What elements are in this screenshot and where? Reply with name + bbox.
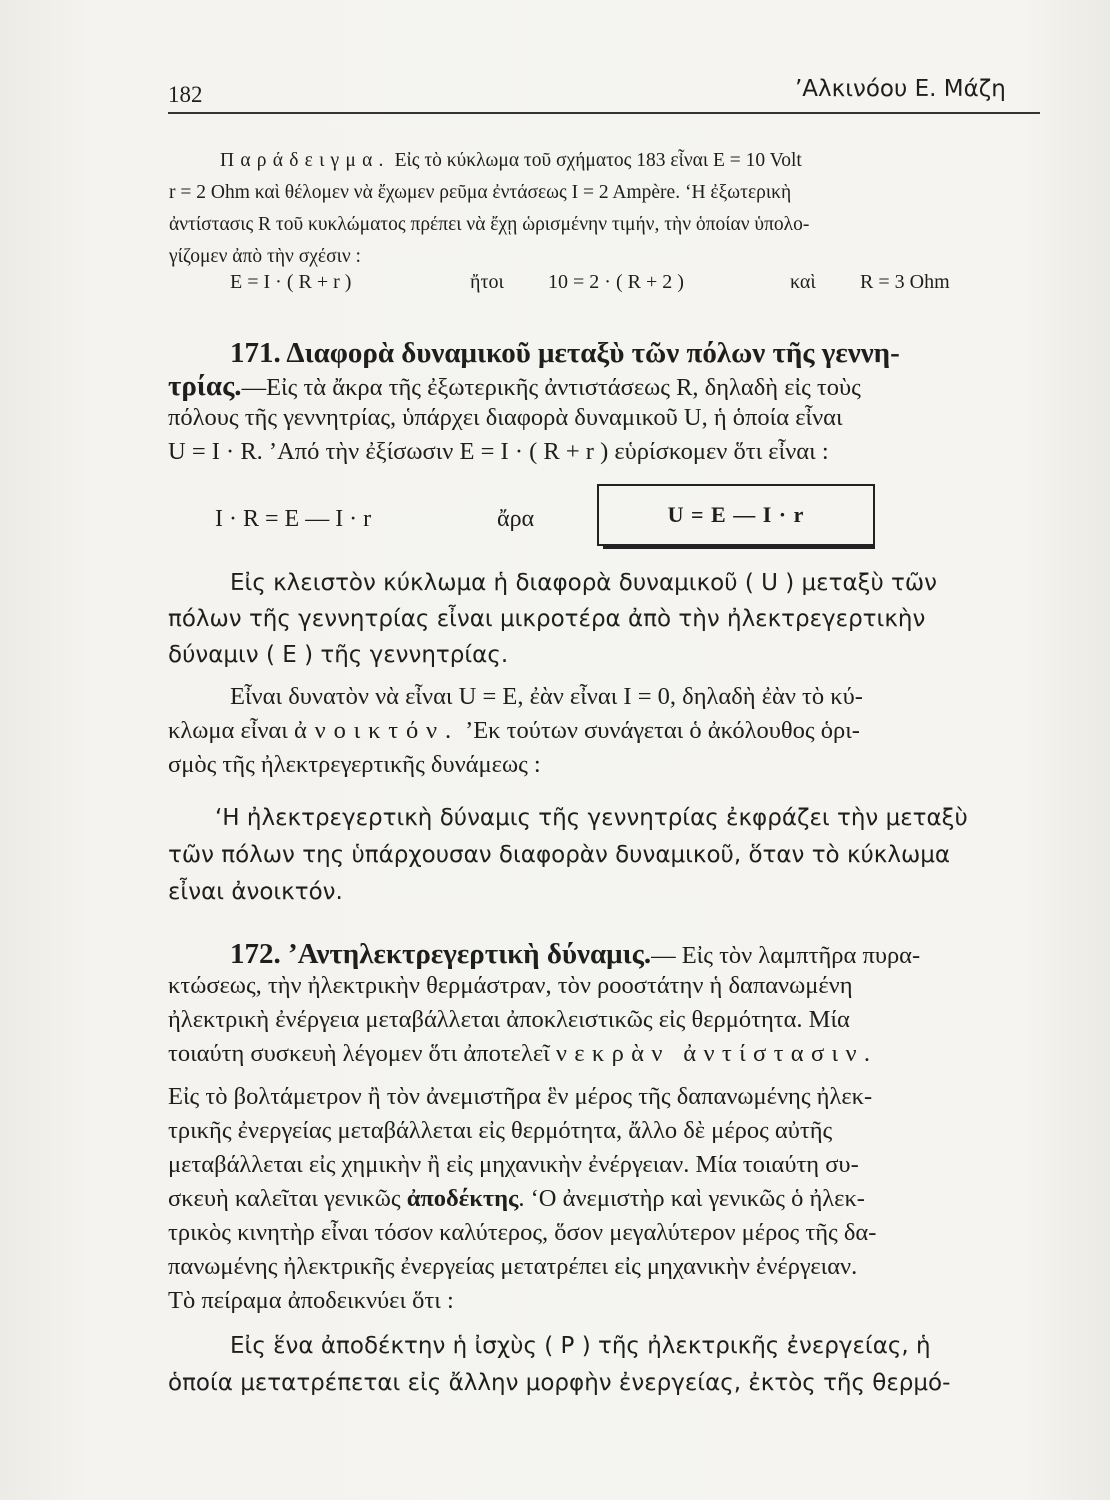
example-line-4: γίζομεν ἀπὸ τὴν σχέσιν : [169,246,361,267]
section-172-line-8 [168,1185,865,1213]
section-172-line-8-a: σκευὴ καλεῖται γενικῶς [168,1185,407,1212]
section-172-line-8-b: . ‘Ο ἀνεμιστὴρ καὶ γενικῶς ὁ ἠλεκ- [518,1185,865,1212]
para2-line-2-a: κλωμα εἶναι [168,717,288,744]
section-172-line-9: τρικὸς κινητὴρ εἶναι τόσον καλύτερος, ὅσον μεγαλύτερον μέρος τῆς δα- [168,1219,877,1246]
section-172-line-1-text: — Εἰς τὸν λαμπτῆρα πυρα- [651,942,921,969]
section-172-line-2: κτώσεως, τὴν ἠλεκτρικὴν θερμάστραν, τὸν ροοστάτην ἡ δαπανωμένη [168,972,853,999]
section-172-line-11: Τὸ πείραμα ἀποδεικνύει ὅτι : [168,1287,454,1314]
section-172-line-4-a: τοιαύτη συσκευὴ λέγομεν ὅτι ἀποτελεῖ [168,1040,556,1067]
section-172-line-7: μεταβάλλεται εἰς χημικὴν ἢ εἰς μηχανικὴν ἐνέργειαν. Μία τοιαύτη συ- [168,1151,859,1178]
eq-word: ἤτοι [470,271,504,293]
definition-1-line-2: τῶν πόλων της ὑπάρχουσαν διαφορὰν δυναμικοῦ, ὅταν τὸ κύκλωμα [168,842,951,868]
para2-line-2-spaced: ἀνοικτόν. [293,717,459,744]
para1-line-3: δύναμιν ( E ) τῆς γεννητρίας. [168,642,509,668]
section-171-line-1-text: —Εἰς τὰ ἄκρα τῆς ἐξωτερικῆς ἀντιστάσεως R, δηλαδὴ εἰς τοὺς [241,374,861,401]
example-line-3: ἀντίστασις R τοῦ κυκλώματος πρέπει νὰ ἔχῃ ὡρισμένην τιμήν, τὴν ὁποίαν ὑπολο- [169,214,810,235]
para2-line-2 [168,717,860,745]
eq-right: R = 3 Ohm [860,271,950,293]
section-172-line-6: τρικῆς ἐνεργείας μεταβάλλεται εἰς θερμότητα, ἄλλο δὲ μέρος αὐτῆς [168,1117,833,1144]
eq-mid: 10 = 2 · ( R + 2 ) [548,271,684,293]
section-172-term: ἀποδέκτης [406,1185,519,1212]
para2-line-2-b: ’Εκ τούτων συνάγεται ὁ ἀκόλουθος ὁρι- [458,717,860,744]
section-171-heading: 171. Διαφορὰ δυναμικοῦ μεταξὺ τῶν πόλων τῆς γεννη- [230,337,900,369]
example-label: Παράδειγμα. [220,150,390,171]
running-title: ’Αλκινόου Ε. Μάζη [795,76,1006,102]
boxed-formula [597,484,875,546]
para1-line-1: Εἰς κλειστὸν κύκλωμα ἡ διαφορὰ δυναμικοῦ ( U ) μεταξὺ τῶν [230,570,938,596]
section-171-line-2: πόλους τῆς γεννητρίας, ὑπάρχει διαφορὰ δυναμικοῦ U, ἡ ὁποία εἶναι [168,404,843,431]
section-171-line-1 [168,370,861,403]
boxed-formula-text: U = E — I · r [667,502,805,527]
example-line-1-text: Εἰς τὸ κύκλωμα τοῦ σχήματος 183 εἶναι E = 10 Volt [389,150,802,171]
formula-word: ἄρα [497,506,535,532]
header-rule [168,112,1040,114]
section-172-heading: 172. ’Αντηλεκτρεγερτικὴ δύναμις. [230,938,652,970]
section-172-line-4-spaced: νεκρὰν ἀντίστασιν. [555,1040,878,1067]
boxed-formula-shadow [603,546,875,549]
section-172-line-1 [230,938,920,971]
section-172-line-4 [168,1040,877,1068]
page-number: 182 [168,82,203,107]
section-171-line-3: U = I · R. ’Από τὴν ἐξίσωσιν E = I · ( R + r ) εὑρίσκομεν ὅτι εἶναι : [168,438,829,465]
definition-1-line-1: ‘Η ἠλεκτρεγερτικὴ δύναμις τῆς γεννητρίας ἐκφράζει τὴν μεταξὺ [215,805,968,831]
para1-line-2: πόλων τῆς γεννητρίας εἶναι μικροτέρα ἀπὸ τὴν ἠλεκτρεγερτικὴν [168,606,926,632]
definition-2-line-2: ὁποία μετατρέπεται εἰς ἄλλην μορφὴν ἐνεργείας, ἐκτὸς τῆς θερμό- [168,1370,951,1396]
section-171-heading-cont: τρίας. [168,370,242,402]
section-172-line-5: Εἰς τὸ βολτάμετρον ἢ τὸν ἀνεμιστῆρα ἓν μέρος τῆς δαπανωμένης ἠλεκ- [168,1083,873,1110]
formula-left: I · R = E — I · r [215,506,372,532]
section-172-line-3: ἠλεκτρικὴ ἐνέργεια μεταβάλλεται ἀποκλειστικῶς εἰς θερμότητα. Μία [168,1006,850,1033]
para2-line-3: σμὸς τῆς ἠλεκτρεγερτικῆς δυνάμεως : [168,751,541,778]
definition-2-line-1: Εἰς ἕνα ἀποδέκτην ἡ ἰσχὺς ( P ) τῆς ἠλεκτρικῆς ἐνεργείας, ἡ [230,1333,931,1359]
example-line-2: r = 2 Ohm καὶ θέλομεν νὰ ἔχωμεν ρεῦμα ἐντάσεως I = 2 Ampère. ‘Η ἐξωτερικὴ [169,182,792,203]
example-line-1 [220,150,802,172]
definition-1-line-3: εἶναι ἀνοικτόν. [168,879,343,905]
eq-left: E = I · ( R + r ) [230,271,352,293]
para2-line-1: Εἶναι δυνατὸν νὰ εἶναι U = E, ἐὰν εἶναι I = 0, δηλαδὴ ἐὰν τὸ κύ- [230,683,863,710]
eq-and: καὶ [790,271,816,293]
section-172-line-10: πανωμένης ἠλεκτρικῆς ἐνεργείας μετατρέπει εἰς μηχανικὴν ἐνέργειαν. [168,1253,858,1280]
